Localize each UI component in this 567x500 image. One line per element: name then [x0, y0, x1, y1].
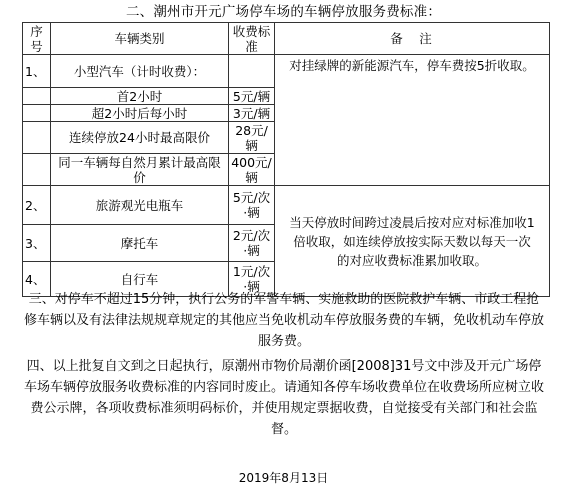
- row-no: [23, 88, 51, 105]
- header-note: 备 注: [275, 23, 550, 55]
- row-fee: 3元/辆: [229, 105, 275, 122]
- row-vehicle-type: 摩托车: [51, 225, 229, 262]
- row-no: [23, 105, 51, 122]
- row-vehicle-type: 首2小时: [51, 88, 229, 105]
- note-overnight: [275, 186, 550, 297]
- row-vehicle-type: 自行车: [51, 262, 229, 297]
- row-vehicle-type: 超2小时后每小时: [51, 105, 229, 122]
- note-text: 对挂绿牌的新能源汽车，停车费按5折收取。: [289, 58, 535, 73]
- header-fee: 收费标准: [229, 23, 275, 55]
- row-no: [23, 122, 51, 154]
- document-date: 2019年8月13日: [238, 471, 329, 485]
- paragraph-exemptions: 三、对停车不超过15分钟，执行公务的军警车辆、实施救助的医院救护车辆、市政工程抢修车辆以及有法律法规规章规定的其他应当免收机动车停放服务费的车辆，免收机动车停放服务费。: [24, 292, 545, 349]
- fee-standard-table: [22, 22, 550, 297]
- row-fee: 28元/辆: [229, 122, 275, 154]
- row-fee: 2元/次·辆: [229, 225, 275, 262]
- row-fee: 1元/次·辆: [229, 262, 275, 297]
- row-no: 4、: [23, 262, 51, 297]
- row-vehicle-type: 小型汽车（计时收费）：: [51, 55, 229, 88]
- row-vehicle-type: 同一车辆每自然月累计最高限价: [51, 154, 229, 186]
- row-fee: 400元/辆: [229, 154, 275, 186]
- row-fee: 5元/辆: [229, 88, 275, 105]
- document-title: 二、潮州市开元广场停车场的车辆停放服务费标准：: [125, 4, 442, 20]
- row-no: 3、: [23, 225, 51, 262]
- row-vehicle-type: 连续停放24小时最高限价: [51, 122, 229, 154]
- header-no: 序号: [23, 23, 51, 55]
- row-fee: [229, 55, 275, 88]
- table-row: [23, 186, 550, 225]
- row-fee: 5元/次·辆: [229, 186, 275, 225]
- table-header-row: [23, 23, 550, 55]
- row-vehicle-type: 旅游观光电瓶车: [51, 186, 229, 225]
- header-vehicle-type: 车辆类别: [51, 23, 229, 55]
- row-no: 2、: [23, 186, 51, 225]
- row-no: [23, 154, 51, 186]
- table-row: [23, 55, 550, 88]
- note-text: 当天停放时间跨过凌晨后按对应对标准加收1倍收取，如连续停放按实际天数以每天一次的对应收费标准累加收取。: [289, 214, 535, 268]
- row-no: 1、: [23, 55, 51, 88]
- note-new-energy: [275, 55, 550, 186]
- paragraph-effective: 四、以上批复自文到之日起执行，原潮州市物价局潮价函[2008]31号文中涉及开元广场停车场车辆停放服务收费标准的内容同时废止。请通知各停车场收费单位在收费场所应树立收费公示牌，各项收费标准须明码标价，并使用规定票据收费，自觉接受有关部门和社会监督。: [24, 359, 545, 437]
